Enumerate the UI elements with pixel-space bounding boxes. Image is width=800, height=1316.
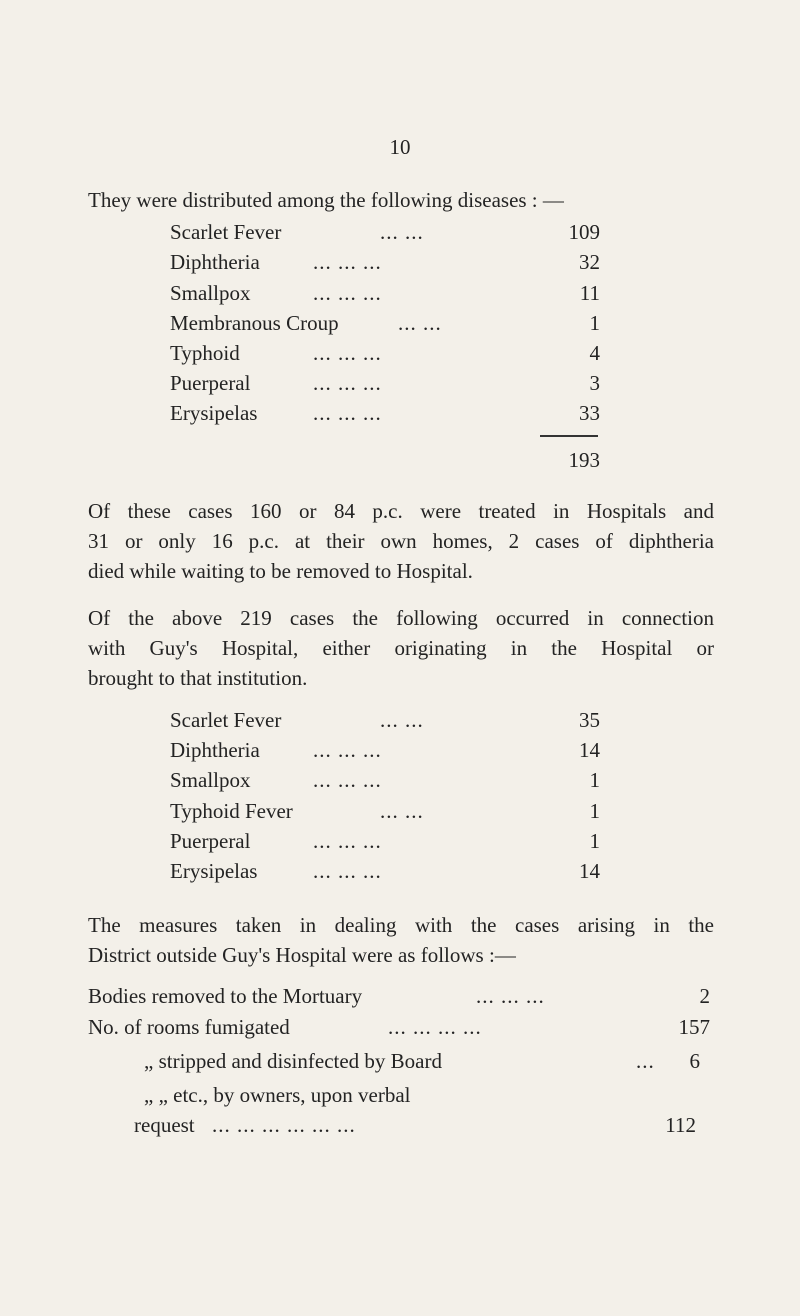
- total-rule: [540, 435, 598, 437]
- row-label: No. of rooms fumigated: [88, 1015, 290, 1039]
- table-row: [170, 735, 600, 765]
- paragraph-line: with Guy's Hospital, either originating in the Hospital or: [88, 636, 714, 660]
- row-value: 33: [579, 401, 600, 425]
- row-leader: ... ... ...: [313, 859, 382, 883]
- row-leader: ... ... ...: [313, 371, 382, 395]
- row-label: Erysipelas: [170, 859, 258, 883]
- row-value: 4: [589, 341, 600, 365]
- paragraph-measures: [88, 910, 714, 970]
- row-label: Smallpox: [170, 768, 251, 792]
- table-row: [88, 981, 710, 1011]
- row-label: Puerperal: [170, 829, 251, 853]
- table-row: [170, 826, 600, 856]
- row-value: 14: [579, 859, 600, 883]
- row-leader: ... ... ...: [313, 281, 382, 305]
- row-value: 112: [665, 1113, 696, 1137]
- row-value: 6: [689, 1049, 700, 1073]
- row-value: 35: [579, 708, 600, 732]
- table-row: [170, 368, 600, 398]
- row-leader: ... ... ... ... ... ...: [212, 1113, 356, 1137]
- table-row: [170, 247, 600, 277]
- paragraph-line: brought to that institution.: [88, 666, 308, 690]
- row-leader: ... ...: [380, 799, 424, 823]
- row-leader: ... ... ...: [313, 341, 382, 365]
- row-label: Membranous Croup: [170, 311, 339, 335]
- paragraph-line: Of these cases 160 or 84 p.c. were treated in Hospitals and: [88, 499, 714, 523]
- row-value: 1: [589, 829, 600, 853]
- row-label: Typhoid: [170, 341, 240, 365]
- row-label: Puerperal: [170, 371, 251, 395]
- paragraph-guys-hospital: [88, 603, 714, 693]
- row-value: 109: [568, 220, 600, 244]
- total-row: [170, 445, 600, 475]
- row-value: 1: [589, 799, 600, 823]
- row-label: request: [134, 1113, 195, 1137]
- intro-line: They were distributed among the following diseases : —: [88, 188, 564, 212]
- table-row: [170, 856, 600, 886]
- row-value: 14: [579, 738, 600, 762]
- row-label: Erysipelas: [170, 401, 258, 425]
- row-label: Diphtheria: [170, 250, 260, 274]
- row-label: Typhoid Fever: [170, 799, 293, 823]
- table-row: [170, 796, 600, 826]
- row-label: Diphtheria: [170, 738, 260, 762]
- row-leader: ... ...: [380, 220, 424, 244]
- table-row: [170, 338, 600, 368]
- row-value: 11: [579, 281, 600, 305]
- row-label: „ „ etc., by owners, upon verbal: [144, 1083, 411, 1107]
- table-row: [170, 217, 600, 247]
- paragraph-line: District outside Guy's Hospital were as follows :—: [88, 943, 516, 967]
- paragraph-treatment: [88, 496, 714, 586]
- row-label: Bodies removed to the Mortuary: [88, 984, 363, 1008]
- table-row: [88, 1012, 710, 1042]
- table-row: [170, 398, 600, 428]
- row-leader: ... ... ...: [313, 250, 382, 274]
- table-row: [88, 1080, 710, 1110]
- row-leader: ... ...: [398, 311, 442, 335]
- row-label: Scarlet Fever: [170, 708, 282, 732]
- row-leader: ... ...: [380, 708, 424, 732]
- table-row: [170, 765, 600, 795]
- row-value: 3: [589, 371, 600, 395]
- table-row: [170, 278, 600, 308]
- row-leader: ... ... ...: [313, 768, 382, 792]
- table-row: [88, 1110, 710, 1140]
- paragraph-line: 31 or only 16 p.c. at their own homes, 2 cases of diphtheria: [88, 529, 714, 553]
- row-leader: ... ... ...: [313, 738, 382, 762]
- table-row: [170, 705, 600, 735]
- row-label: „ stripped and disinfected by Board: [144, 1049, 442, 1073]
- row-value: 1: [589, 768, 600, 792]
- row-value: 157: [678, 1015, 710, 1039]
- row-leader: ... ... ...: [476, 984, 545, 1008]
- row-leader: ... ... ...: [313, 401, 382, 425]
- table-row: [170, 308, 600, 338]
- row-leader: ... ... ...: [313, 829, 382, 853]
- row-leader: ...: [636, 1049, 655, 1073]
- page-number: 10: [389, 135, 411, 159]
- paragraph-line: died while waiting to be removed to Hospital.: [88, 559, 473, 583]
- row-label: Scarlet Fever: [170, 220, 282, 244]
- paragraph-line: The measures taken in dealing with the cases arising in the: [88, 913, 714, 937]
- row-label: Smallpox: [170, 281, 251, 305]
- row-value: 32: [579, 250, 600, 274]
- row-value: 1: [589, 311, 600, 335]
- row-value: 2: [699, 984, 710, 1008]
- total-value: 193: [568, 448, 600, 472]
- row-leader: ... ... ... ...: [388, 1015, 482, 1039]
- table-row: [88, 1046, 710, 1076]
- paragraph-line: Of the above 219 cases the following occurred in connection: [88, 606, 714, 630]
